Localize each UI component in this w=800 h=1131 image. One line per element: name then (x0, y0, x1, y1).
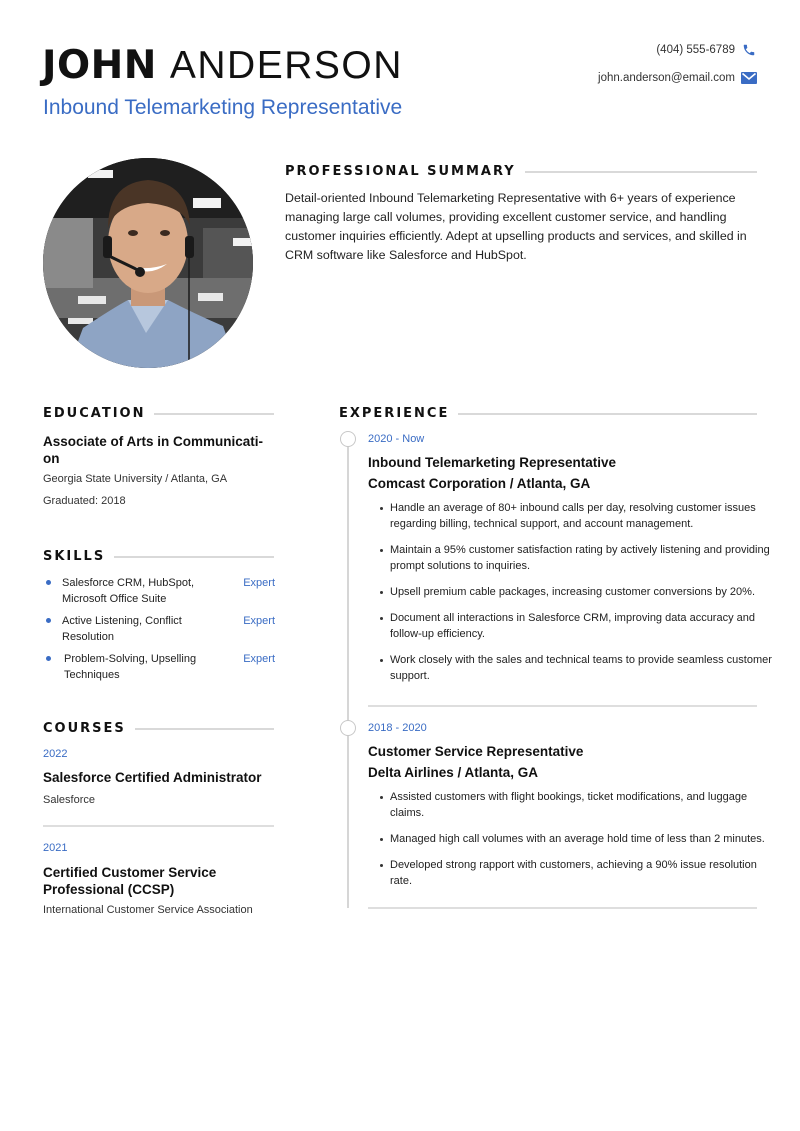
job-bullet: Work closely with the sales and technical teams to provide seamless customer support. (378, 652, 773, 684)
job-dates: 2020 - Now (368, 433, 425, 445)
experience-rule (458, 413, 757, 415)
summary-heading (285, 164, 757, 179)
phone-row (598, 40, 757, 60)
first-name: JOHN (42, 43, 157, 88)
summary-title: PROFESSIONAL SUMMARY (285, 164, 516, 179)
skill-item (43, 575, 275, 609)
experience-title: EXPERIENCE (339, 406, 450, 421)
profile-photo (43, 158, 253, 368)
bullet-dot-icon (46, 656, 51, 661)
skill-level: Expert (243, 615, 275, 627)
job-bullets (378, 789, 773, 899)
course-divider (43, 825, 274, 827)
education-rule (154, 413, 274, 415)
summary-text: Detail-oriented Inbound Telemarketing Representative with 6+ years of experience managing large call volumes, providing excellent customer service, and handling customer inquiries efficiently. Adept at upselling products and services, and skilled in CRM software like Salesforce and HubSpot. (285, 191, 747, 262)
bullet-dot-icon (46, 618, 51, 623)
course-title: Salesforce Certified Administrator (43, 770, 262, 785)
timeline-node-icon (340, 720, 356, 736)
education-degree: Associate of Arts in Communicati-on (43, 434, 264, 466)
skill-item (43, 613, 275, 647)
job-title: Inbound Telemarketing Representative (43, 96, 403, 119)
job-bullet: Maintain a 95% customer satisfaction rating by actively listening and providing prompt solutions to inquiries. (378, 542, 773, 574)
job-dates: 2018 - 2020 (368, 722, 427, 734)
phone-icon (741, 42, 757, 58)
skill-level: Expert (243, 653, 275, 665)
job-bullet: Assisted customers with flight bookings, ticket modifications, and luggage claims. (378, 789, 773, 821)
job-bullets (378, 500, 773, 694)
summary-rule (525, 171, 757, 173)
bullet-dot-icon (46, 580, 51, 585)
envelope-icon (741, 70, 757, 86)
candidate-name (42, 44, 403, 88)
skills-rule (114, 556, 274, 558)
course-title: Certified Customer Service Professional (CCSP) (43, 865, 217, 897)
courses-heading (43, 721, 274, 736)
course-organization: International Customer Service Association (43, 904, 253, 916)
timeline-node-icon (340, 431, 356, 447)
job-bullet: Managed high call volumes with an average hold time of less than 2 minutes. (378, 831, 773, 847)
job-title: Inbound Telemarketing Representative (368, 455, 617, 470)
job-bullet: Developed strong rapport with customers, achieving a 90% issue resolution rate. (378, 857, 773, 889)
job-divider (368, 705, 757, 707)
skills-heading (43, 549, 274, 564)
skill-name: Salesforce CRM, HubSpot, Microsoft Office Suite (62, 577, 195, 605)
job-company: Comcast Corporation / Atlanta, GA (368, 476, 591, 491)
courses-rule (135, 728, 274, 730)
courses-title: COURSES (43, 721, 126, 736)
education-school: Georgia State University / Atlanta, GA (43, 473, 228, 485)
job-bullet: Document all interactions in Salesforce CRM, improving data accuracy and follow-up efficiency. (378, 610, 773, 642)
experience-heading (339, 406, 757, 421)
course-year: 2021 (43, 842, 68, 854)
skills-title: SKILLS (43, 549, 106, 564)
timeline-line (347, 446, 349, 908)
email-row (598, 68, 757, 88)
job-title: Customer Service Representative (368, 744, 584, 759)
course-year: 2022 (43, 748, 68, 760)
last-name: ANDERSON (169, 44, 403, 87)
education-graduated: Graduated: 2018 (43, 495, 126, 507)
contact-info (598, 40, 757, 96)
education-title: EDUCATION (43, 406, 146, 421)
education-heading (43, 406, 274, 421)
email-address[interactable]: john.anderson@email.com (598, 72, 735, 84)
job-bullet: Upsell premium cable packages, increasing customer conversions by 20%. (378, 584, 773, 600)
skill-item (43, 651, 275, 685)
skill-level: Expert (243, 577, 275, 589)
phone-number[interactable]: (404) 555-6789 (656, 44, 735, 56)
skill-name: Active Listening, Conflict Resolution (62, 615, 182, 643)
skill-name: Problem-Solving, Upselling Techniques (64, 653, 197, 681)
job-bullet: Handle an average of 80+ inbound calls per day, resolving customer issues regarding billing, technical support, and account management. (378, 500, 773, 532)
course-organization: Salesforce (43, 794, 95, 806)
job-divider (368, 907, 757, 909)
job-company: Delta Airlines / Atlanta, GA (368, 765, 539, 780)
